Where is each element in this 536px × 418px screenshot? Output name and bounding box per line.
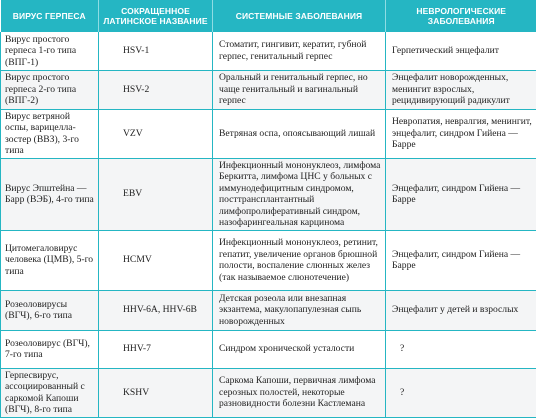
cell-neuro: Энцефалит у детей и взрослых <box>386 290 536 330</box>
cell-systemic: Стоматит, гингивит, кератит, губной герпес, генитальный герпес <box>213 32 386 70</box>
header-systemic: СИСТЕМНЫЕ ЗАБОЛЕВАНИЯ <box>213 1 386 33</box>
cell-virus: Розеоловирус (ВГЧ), 7-го типа <box>1 330 99 368</box>
cell-systemic: Синдром хронической усталости <box>213 330 386 368</box>
cell-neuro: Энцефалит, синдром Гийена — Барре <box>386 230 536 290</box>
cell-systemic: Инфекционный мононуклеоз, лимфома Беркитта, лимфома ЦНС у больных с иммунодефицитным синдромом, посттрансплантантный лимфопролиферативный синдром, назофарингеальная карцинома <box>213 158 386 230</box>
cell-neuro: Энцефалит новорожденных, менингит взрослых, рецидивирующий радикулит <box>386 70 536 109</box>
table-row <box>1 158 536 230</box>
cell-abbr: KSHV <box>99 368 213 417</box>
cell-virus: Вирус простого герпеса 1-го типа (ВПГ-1) <box>1 32 99 70</box>
table-row <box>1 70 536 109</box>
cell-abbr: HSV-2 <box>99 70 213 109</box>
cell-virus: Вирус ветряной оспы, варицелла-зостер (ВВЗ), 3-го типа <box>1 109 99 158</box>
cell-abbr: HHV-6A, HHV-6B <box>99 290 213 330</box>
cell-abbr: EBV <box>99 158 213 230</box>
cell-virus: Вирус Эпштейна — Барр (ВЭБ), 4-го типа <box>1 158 99 230</box>
header-latin-abbr: СОКРАЩЕННОЕ ЛАТИНСКОЕ НАЗВАНИЕ <box>99 1 213 33</box>
table-row <box>1 32 536 70</box>
cell-systemic: Инфекционный мононуклеоз, ретинит, гепатит, увеличение органов брюшной полости, воспаление слюнных желез (так называемое слюнотечение) <box>213 230 386 290</box>
cell-systemic: Оральный и генитальный герпес, но чаще генитальный и вагинальный герпес <box>213 70 386 109</box>
table-row <box>1 330 536 368</box>
header-virus: ВИРУС ГЕРПЕСА <box>1 1 99 33</box>
table-row <box>1 290 536 330</box>
header-neuro: НЕВРОЛОГИЧЕСКИЕ ЗАБОЛЕВАНИЯ <box>386 1 536 33</box>
table-row <box>1 368 536 417</box>
cell-virus: Герпесвирус, ассоциированный с саркомой Капоши (ВГЧ), 8-го типа <box>1 368 99 417</box>
cell-neuro: Герпетический энцефалит <box>386 32 536 70</box>
table-row <box>1 109 536 158</box>
cell-neuro: ? <box>386 330 536 368</box>
cell-systemic: Детская розеола или внезапная экзантема, макулопапулезная сыпь новорожденных <box>213 290 386 330</box>
cell-neuro: Невропатия, невралгия, менингит, энцефалит, синдром Гийена — Барре <box>386 109 536 158</box>
table-header <box>1 1 536 33</box>
cell-virus: Цитомегаловирус человека (ЦМВ), 5-го типа <box>1 230 99 290</box>
cell-neuro: ? <box>386 368 536 417</box>
cell-virus: Розеоловирусы (ВГЧ), 6-го типа <box>1 290 99 330</box>
cell-systemic: Ветряная оспа, опоясывающий лишай <box>213 109 386 158</box>
cell-systemic: Саркома Капоши, первичная лимфома серозных полостей, некоторые разновидности болезни Кастлемана <box>213 368 386 417</box>
cell-neuro: Энцефалит, синдром Гийена — Барре <box>386 158 536 230</box>
cell-abbr: HHV-7 <box>99 330 213 368</box>
cell-abbr: VZV <box>99 109 213 158</box>
cell-abbr: HCMV <box>99 230 213 290</box>
cell-abbr: HSV-1 <box>99 32 213 70</box>
table-row <box>1 230 536 290</box>
cell-virus: Вирус простого герпеса 2-го типа (ВПГ-2) <box>1 70 99 109</box>
